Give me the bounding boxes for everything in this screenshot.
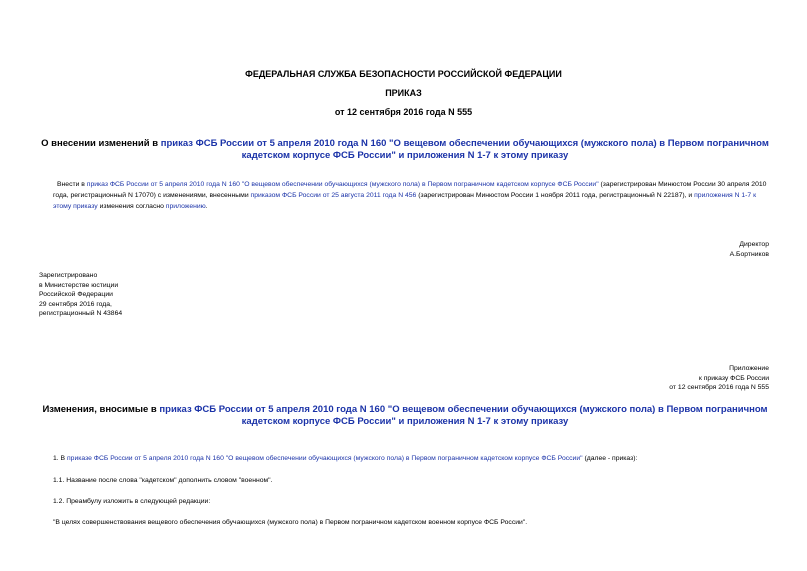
annex-line: от 12 сентября 2016 года N 555 <box>669 384 769 391</box>
annex-line: Приложение <box>729 365 769 372</box>
document-type: ПРИКАЗ <box>385 88 422 98</box>
changes-title <box>40 404 770 428</box>
signer-name: А.Бортников <box>729 250 769 258</box>
registration-line: регистрационный N 43864 <box>39 310 123 318</box>
item-1-order-link[interactable]: приказе ФСБ России от 5 апреля 2010 года N 160 "О вещевом обеспечении обучающихся (мужского пола) в Первом пограничном кадетском корпусе ФСБ России" <box>66 455 583 462</box>
signature-block <box>730 240 769 259</box>
list-item: "В целях совершенствования вещевого обеспечения обучающихся (мужского пола) в Первом пограничном кадетском военном корпусе ФСБ России". <box>53 519 528 526</box>
list-item: 1.1. Название после слова "кадетском" дополнить словом "военном". <box>53 477 273 484</box>
annex-line: к приказу ФСБ России <box>698 374 769 382</box>
registration-line: в Министерстве юстиции <box>39 281 119 289</box>
registration-line: Зарегистрировано <box>39 272 98 279</box>
registration-block <box>39 271 122 319</box>
organization-heading: ФЕДЕРАЛЬНАЯ СЛУЖБА БЕЗОПАСНОСТИ РОССИЙСКОЙ ФЕДЕРАЦИИ <box>245 69 562 79</box>
item-1-suffix: (далее - приказ): <box>582 455 638 462</box>
title-prefix: О внесении изменений в <box>41 138 161 149</box>
signer-position: Директор <box>739 241 769 248</box>
intro-order-456-link[interactable]: приказом ФСБ России от 25 августа 2011 года N 456 <box>250 192 417 199</box>
intro-text-4: изменения согласно <box>97 203 166 210</box>
intro-order-160-link[interactable]: приказ ФСБ России от 5 апреля 2010 года N 160 "О вещевом обеспечении обучающихся (мужского пола) в Первом пограничном кадетском корпусе ФСБ России" <box>86 181 599 188</box>
list-item <box>53 454 637 463</box>
intro-annexes-link[interactable]: приложения N 1-7 к этому приказу <box>53 192 757 210</box>
registration-line: 29 сентября 2016 года, <box>39 300 112 308</box>
item-1-prefix: 1. В <box>53 455 67 462</box>
title-order-link[interactable]: приказ ФСБ России от 5 апреля 2010 года N 160 "О вещевом обеспечении обучающихся (мужского пола) в Первом пограничном кадетском корпусе ФСБ России" и приложения N 1-7 к этому приказу <box>160 138 769 161</box>
changes-title-prefix: Изменения, вносимые в <box>42 404 160 415</box>
intro-paragraph <box>53 179 770 212</box>
intro-appendix-link[interactable]: приложению <box>165 203 206 210</box>
intro-text-5: . <box>205 203 208 210</box>
document-title <box>40 138 770 162</box>
list-item: 1.2. Преамбулу изложить в следующей редакции: <box>53 498 211 505</box>
annex-block <box>669 364 769 393</box>
intro-text-3: (зарегистрирован Минюстом России 1 ноября 2011 года, регистрационный N 22187), и <box>416 192 695 199</box>
document-date-number: от 12 сентября 2016 года N 555 <box>334 107 473 117</box>
intro-text-2: (зарегистрирован Минюстом России 30 апреля 2010 года, регистрационный N 17070) с изменениями, внесенными <box>53 181 767 199</box>
changes-title-order-link[interactable]: приказ ФСБ России от 5 апреля 2010 года N 160 "О вещевом обеспечении обучающихся (мужского пола) в Первом пограничном кадетском корпусе ФСБ России" и приложения N 1-7 к этому приказу <box>159 404 768 427</box>
registration-line: Российской Федерации <box>39 291 113 299</box>
intro-text-1: Внести в <box>57 181 87 188</box>
